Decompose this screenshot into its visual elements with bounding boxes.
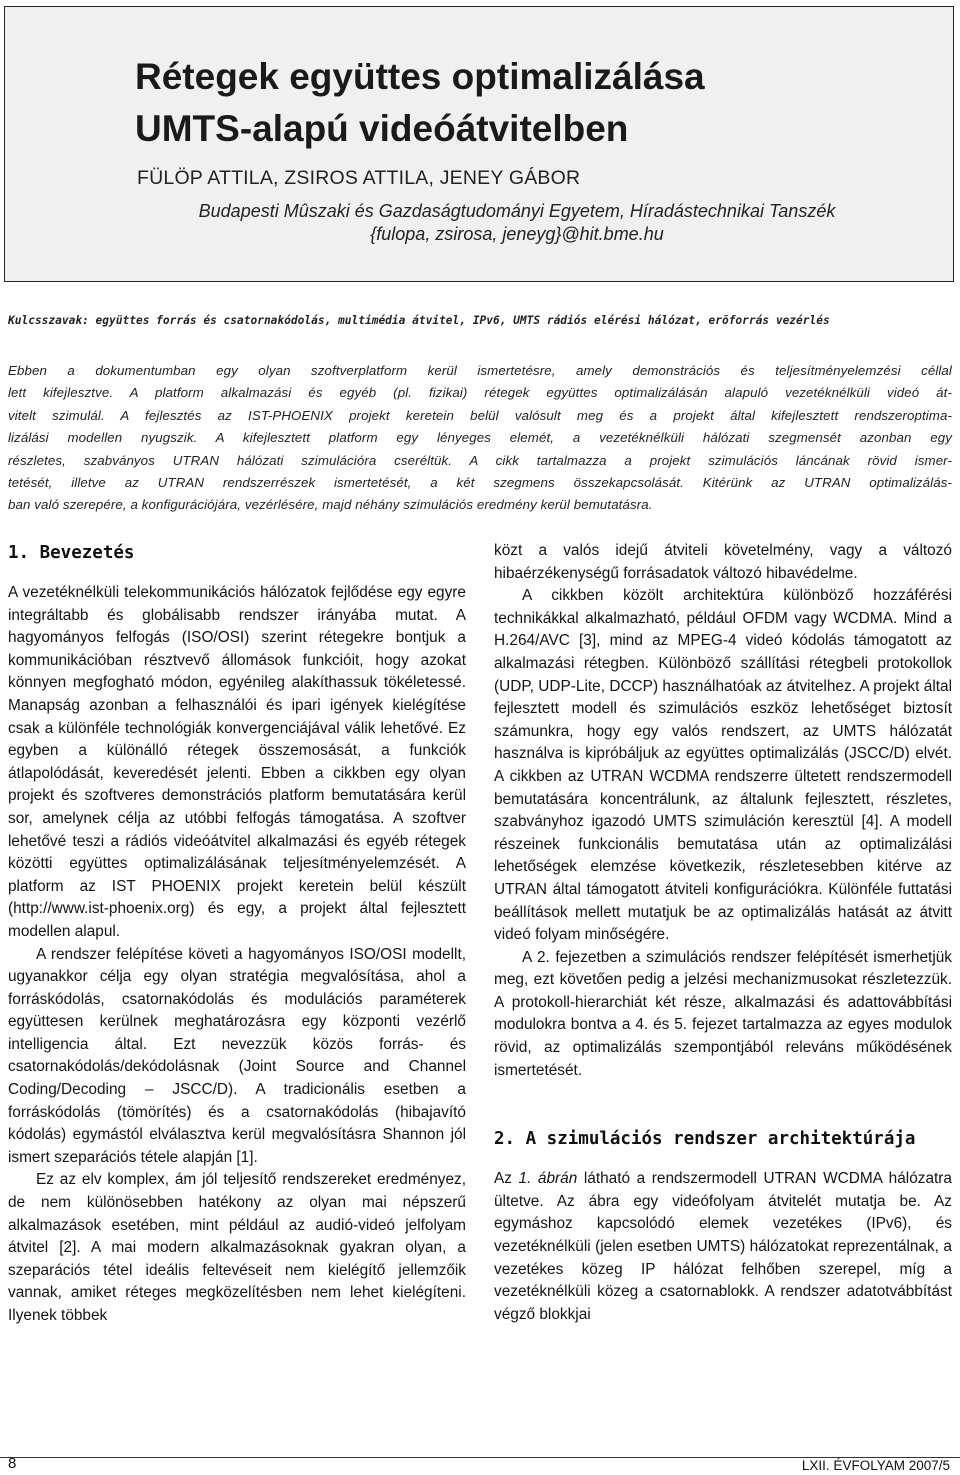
section-heading-introduction: 1. Bevezetés [8,543,135,563]
paragraph: A 2. fejezetben a szimulációs rendszer felépítését ismerhetjük meg, ezt követően pedig a jelzési mechanizmusokat részletezzük. A protokoll-hierarchiát két része, alkalmazási és adattovábbítási modulokra bontva a 4. és 5. fejezet tartalmazza az egyes modulok rövid, az optimalizálás szempontjából releváns működésének ismertetését. [494,948,952,1079]
article-title [135,51,915,155]
paragraph-text: látható a rendszermodell UTRAN WCDMA hálózatra ültetve. Az ábra egy videófolyam átvitelét mutatja be. Az egymáshoz kapcsolódó elemek vezetékes (IPv6), és vezetéknélküli (jelen esetben UMTS) hálózatokat reprezentálnak, a vezetékes közeg IP hálózat felhőben szerepel, míg a vezetéknélküli közeg a csatornablokk. A rendszer adatotvábbítást végző blokkjai [494,1170,952,1323]
affiliation-institution: Budapesti Mûszaki és Gazdaságtudományi Egyetem, Híradástechnikai Tanszék [198,201,836,221]
paragraph: közt a valós idejű átviteli követelmény, vagy a változó hibaérzékenységű forrásadatok változó hibavédelme. [494,542,952,582]
abstract-line: vitelt szimulál. A fejlesztés az IST-PHOENIX projekt keretein belül valósult meg és a projekt által kifejlesztett rendszeroptima- [8,407,952,423]
affiliation-emails: {fulopa, zsirosa, jeneyg}@hit.bme.hu [370,224,664,244]
title-box [4,6,954,282]
figure-reference: 1. ábrán [518,1170,578,1188]
paragraph-text: Az [494,1170,519,1188]
paragraph [494,1168,952,1326]
affiliation [117,200,917,246]
authors: FÜLÖP ATTILA, ZSIROS ATTILA, JENEY GÁBOR [137,167,581,189]
abstract-line: lizálási modellen nyugszik. A kifejlesztett platform egy lényeges elemét, a vezetéknélküli hálózati szegmensét azonban egy [8,430,952,446]
paragraph: Ez az elv komplex, ám jól teljesítő rendszereket eredményez, de nem különösebben hatékony az olyan mai népszerű alkalmazások esetében, mint például az audió-videó jelfolyam átvitel [2]. A mai modern alkalmazásoknak gyakran olyan, a szeparációs tétel ideális feltevéseit nem kielégítő jellemzőik vannak, amiket réteges megközelítésben nem lehet kielégíteni. Ilyenek többek [8,1171,466,1324]
paragraph: A rendszer felépítése követi a hagyományos ISO/OSI modellt, ugyanakkor célja egy olyan stratégia megvalósítása, ahol a forráskódolás, csatornakódolás és modulációs paraméterek együttesen kerülnek meghatározásra egy központi vezérlő intelligencia által. Ezt nevezzük közös forrás- és csatornakódolás/dekódolásnak (Joint Source and Channel Coding/Decoding – JSCC/D). A tradicionális esetben a forráskódolás (tömörítés) és a csatornakódolás (hibajavító kódolás) egymástól elválasztva kerül megvalósításra Shannon jól ismert szeparációs tétele alapján [1]. [8,945,466,1166]
page-number: 8 [8,1455,17,1472]
title-line-1: Rétegek együttes optimalizálása [135,56,705,97]
abstract-line: ban való szerepére, a konfigurációjára, vezérlésére, majd néhány szimulációs eredmény kerül bemutatásra. [8,497,653,513]
abstract-line: lett kifejlesztve. A platform alkalmazási és egyéb (pl. fizikai) rétegek együttes optimalizálásán alapuló vezetéknélküli videó át- [8,385,952,401]
footer-issue: LXII. ÉVFOLYAM 2007/5 [801,1458,950,1473]
abstract-line: tetését, illetve az UTRAN rendszerrészek ismertetését, a két szegmens összekapcsolását. Kitérünk az UTRAN optimalizálás- [8,474,952,490]
left-column [8,540,466,1328]
paragraph: A cikkben közölt architektúra különböző hozzáférési technikákkal alkalmazható, például OFDM vagy WCDMA. Mind a H.264/AVC [3], mind az MPEG-4 videó kódolás támogatott az alkalmazási rétegben. Különböző szállítási rétegbeli protokollok (UDP, UDP-Lite, DCCP) használhatóak az átvitelhez. A projekt által fejlesztett modell és szimulációs eszköz lehetőséget biztosít számunkra, hogy egy valós rendszert, az UMTS hálózatát használva is kipróbáljuk az együttes optimalizálás (JSCC/D) elvét. A cikkben az UTRAN WCDMA rendszerre ültetett rendszermodell bemutatására koncentrálunk, az általunk fejlesztett, részletes, szabványhoz igazodó UMTS szimuláción keresztül [4]. A modell részeinek funkcionális bemutatása után az optimalizálási lehetőségek elemzése következik, részletesebben kitérve az UTRAN által támogatott átviteli konfigurációkra. Különféle futtatási beállítások mellett mutatjuk be az optimalizálás hatását az átvitt videó folyam minőségére. [494,587,952,944]
abstract-line: Ebben a dokumentumban egy olyan szoftverplatform kerül ismertetésre, amely demonstrációs és teljesítményelemzési céllal [8,363,952,378]
keywords: Kulcsszavak: együttes forrás és csatornakódolás, multimédia átvitel, IPv6, UMTS rádiós elérési hálózat, erõforrás vezérlés [8,314,830,327]
title-line-2: UMTS-alapú videóátvitelben [135,108,629,149]
section-heading-architecture: 2. A szimulációs rendszer architektúrája [494,1129,916,1150]
abstract-line: részletes, szabványos UTRAN hálózati szimulációra cseréltük. A cikk tartalmazza a projekt szimulációs láncának rövid ismer- [8,452,952,468]
right-column [494,540,952,1326]
abstract [8,360,952,517]
paragraph: A vezetéknélküli telekommunikációs hálózatok fejlődése egy egyre integráltabb és globálisabb rendszer irányába mutat. A hagyományos felfogás (ISO/OSI) szerint rétegekre bontjuk a kommunikációban résztvevő állomások funkcióit, hogy azokat könnyen megfogható módon, egyénileg alakíthassuk tökéletessé. Manapság azonban a felhasználói és ipari igények kielégítése csak a különféle technológiák konvergenciájával válik lehetővé. Ez egyben a különálló rétegek összemosását, a funkciók átlapolódását, keveredését jelenti. Ebben a cikkben egy olyan projekt és szoftveres demonstrációs platform bemutatására kerül sor, amelynek célja az utóbbi felfogás támogatása. A szoftver lehetővé teszi a rádiós videóátvitel alkalmazási és egyéb rétegek közötti együttes optimalizálásának teljesítményelemzését. A platform az IST PHOENIX projekt keretein belül készült (http://www.ist-phoenix.org) és egy, a projekt által fejlesztett modellen alapul. [8,584,466,940]
